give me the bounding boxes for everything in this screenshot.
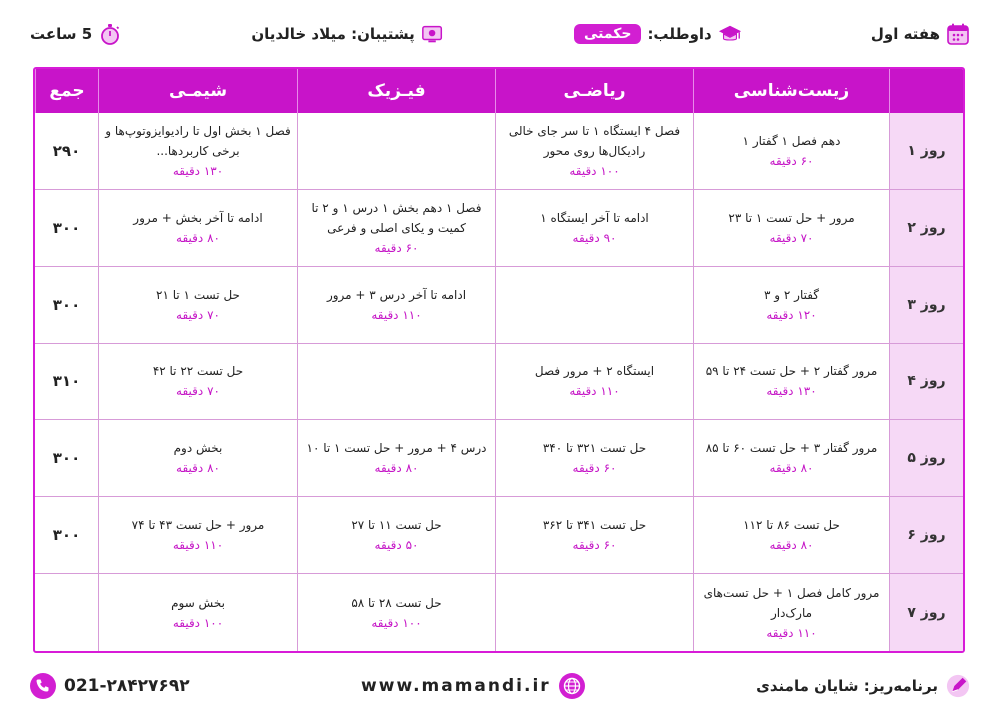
support-text: پشتیبان: میلاد خالدیان: [251, 25, 415, 43]
globe-icon: [559, 673, 585, 699]
cell-math: [495, 344, 693, 421]
cell-chemistry: [98, 497, 297, 574]
cell-biology: [693, 497, 889, 574]
header-math: ریاضـی: [495, 69, 693, 113]
cell-physics: [297, 190, 495, 267]
cell-chemistry: [98, 420, 297, 497]
cell-chemistry: [98, 190, 297, 267]
day-label: روز ۶: [889, 497, 963, 574]
duration-text: ۷۰ دقیقه: [176, 384, 220, 399]
header-biology: زیست‌شناسی: [693, 69, 889, 113]
duration-text: ۱۱۰ دقیقه: [569, 384, 620, 399]
total-value: ۳۱۰: [35, 344, 98, 421]
header: [30, 14, 970, 54]
task-text: حل تست ۱ تا ۲۱: [156, 287, 240, 302]
week-text: هفته اول: [870, 25, 940, 43]
support-info: [251, 22, 444, 46]
cell-physics: [297, 344, 495, 421]
task-text: فصل ۱ بخش اول تا رادیوایزوتوپ‌ها و برخی کاربردها...: [105, 123, 291, 158]
total-value: ۲۹۰: [35, 113, 98, 190]
planner-info: [756, 674, 970, 698]
day-label: روز ۷: [889, 574, 963, 651]
task-text: حل تست ۳۴۱ تا ۳۶۲: [542, 518, 647, 533]
header-total: جمع: [35, 69, 98, 113]
duration-text: ۷۰ دقیقه: [176, 307, 220, 322]
total-value: ۳۰۰: [35, 497, 98, 574]
header-chemistry: شیمـی: [98, 69, 297, 113]
task-text: گفتار ۲ و ۳: [764, 287, 820, 302]
duration-text: ۱۳۰ دقیقه: [766, 384, 817, 399]
task-text: ادامه تا آخر درس ۳ + مرور: [326, 287, 467, 302]
duration-text: ۸۰ دقیقه: [769, 538, 814, 553]
stopwatch-icon: [98, 22, 122, 46]
website-text[interactable]: www.mamandi.ir: [361, 676, 551, 696]
cell-math: [495, 113, 693, 190]
day-label: روز ۲: [889, 190, 963, 267]
phone-info: [30, 673, 190, 699]
duration-text: ۶۰ دقیقه: [769, 153, 814, 168]
daily-duration: [30, 22, 122, 46]
duration-text: ۱۰۰ دقیقه: [569, 163, 620, 178]
task-text: حل تست ۱۱ تا ۲۷: [351, 518, 442, 533]
cell-physics: [297, 497, 495, 574]
task-text: بخش دوم: [173, 441, 223, 456]
cell-chemistry: [98, 113, 297, 190]
header-physics: فیـزیک: [297, 69, 495, 113]
cell-biology: [693, 113, 889, 190]
corner-header: [889, 69, 963, 113]
planner-text: برنامه‌ریز: شایان مامندی: [756, 677, 938, 695]
day-label: روز ۵: [889, 420, 963, 497]
cell-math: [495, 420, 693, 497]
task-text: فصل ۴ ایستگاه ۱ تا سر جای خالی رادیکال‌ها روی محور: [508, 123, 681, 158]
student-name-badge: حکمتی: [574, 24, 642, 44]
task-text: بخش سوم: [171, 595, 225, 610]
duration-text: ۱۱۰ دقیقه: [172, 538, 224, 553]
duration-text: ۸۰ دقیقه: [374, 461, 419, 476]
cell-biology: [693, 574, 889, 651]
calendar-icon: [946, 22, 970, 46]
task-text: مرور + حل تست ۴۳ تا ۷۴: [131, 518, 265, 533]
cell-chemistry: [98, 574, 297, 651]
graduation-cap-icon: [718, 22, 742, 46]
duration-text: ۷۰ دقیقه: [769, 230, 814, 245]
student-info: [574, 22, 742, 46]
duration-text: ۶۰ دقیقه: [572, 461, 617, 476]
task-text: حل تست ۸۶ تا ۱۱۲: [743, 518, 840, 533]
task-text: ادامه تا آخر ایستگاه ۱: [540, 210, 649, 225]
duration-text: ۹۰ دقیقه: [572, 230, 617, 245]
duration-text: ۱۲۰ دقیقه: [766, 307, 817, 322]
cell-physics: [297, 574, 495, 651]
task-text: مرور گفتار ۲ + حل تست ۲۴ تا ۵۹: [705, 364, 878, 379]
duration-text: ۱۰۰ دقیقه: [371, 615, 422, 630]
schedule-table: [33, 67, 965, 653]
day-label: روز ۴: [889, 344, 963, 421]
day-label: روز ۱: [889, 113, 963, 190]
task-text: حل تست ۲۲ تا ۴۲: [152, 364, 244, 379]
week-label: [871, 22, 970, 46]
total-value: ۳۰۰: [35, 267, 98, 344]
website-info: [361, 673, 585, 699]
cell-biology: [693, 267, 889, 344]
duration-text: ۱۰۰ دقیقه: [172, 615, 224, 630]
duration-text: ۸۰ دقیقه: [176, 230, 220, 245]
task-text: حل تست ۳۲۱ تا ۳۴۰: [542, 441, 647, 456]
cell-math: [495, 190, 693, 267]
cell-physics: [297, 113, 495, 190]
total-value: ۳۰۰: [35, 190, 98, 267]
footer: [30, 670, 970, 702]
task-text: مرور + حل تست ۱ تا ۲۳: [728, 210, 855, 225]
duration-text: ۶۰ دقیقه: [374, 240, 419, 255]
cell-chemistry: [98, 267, 297, 344]
total-value: [35, 574, 98, 651]
task-text: فصل ۱ دهم بخش ۱ درس ۱ و ۲ تا کمیت و یکای اصلی و فرعی: [311, 200, 482, 235]
cell-math: [495, 497, 693, 574]
phone-icon: [30, 673, 56, 699]
cell-biology: [693, 344, 889, 421]
duration-text: 5 ساعت: [30, 25, 93, 43]
total-value: ۳۰۰: [35, 420, 98, 497]
task-text: دهم فصل ۱ گفتار ۱: [742, 133, 841, 148]
duration-text: ۵۰ دقیقه: [374, 538, 419, 553]
cell-math: [495, 267, 693, 344]
duration-text: ۱۱۰ دقیقه: [371, 307, 422, 322]
support-screen-icon: [421, 22, 445, 46]
cell-math: [495, 574, 693, 651]
task-text: ادامه تا آخر بخش + مرور: [133, 210, 263, 225]
duration-text: ۸۰ دقیقه: [769, 461, 814, 476]
task-text: ایستگاه ۲ + مرور فصل: [534, 364, 655, 379]
cell-physics: [297, 267, 495, 344]
duration-text: ۸۰ دقیقه: [176, 461, 220, 476]
phone-text[interactable]: 021-۲۸۴۲۷۶۹۲: [64, 676, 190, 696]
task-text: درس ۴ + مرور + حل تست ۱ تا ۱۰: [306, 441, 487, 456]
task-text: حل تست ۲۸ تا ۵۸: [351, 595, 442, 610]
cell-chemistry: [98, 344, 297, 421]
duration-text: ۶۰ دقیقه: [572, 538, 617, 553]
student-label: داوطلب:: [647, 25, 712, 43]
cell-biology: [693, 190, 889, 267]
task-text: مرور کامل فصل ۱ + حل تست‌های مارک‌دار: [703, 585, 880, 620]
duration-text: ۱۳۰ دقیقه: [172, 163, 224, 178]
duration-text: ۱۱۰ دقیقه: [766, 625, 817, 640]
pen-icon: [946, 674, 970, 698]
task-text: مرور گفتار ۳ + حل تست ۶۰ تا ۸۵: [705, 441, 878, 456]
cell-biology: [693, 420, 889, 497]
day-label: روز ۳: [889, 267, 963, 344]
cell-physics: [297, 420, 495, 497]
